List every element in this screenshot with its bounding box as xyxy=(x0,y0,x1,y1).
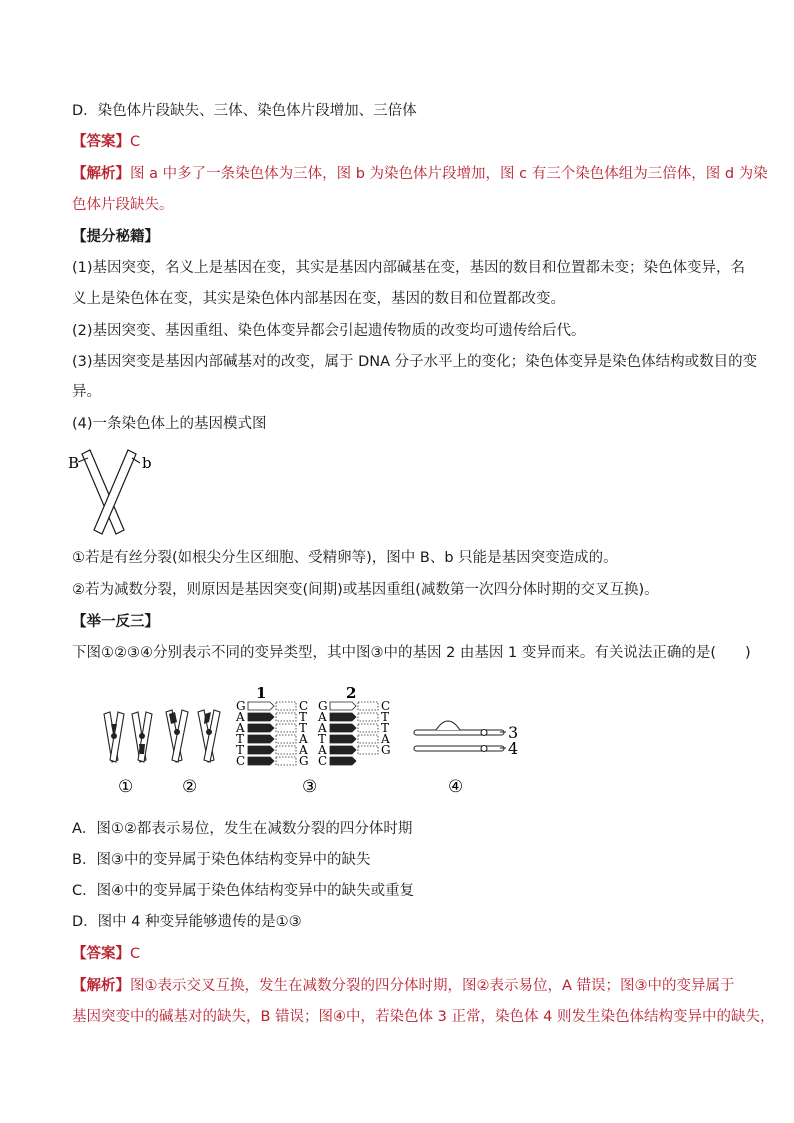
gene-1-right-bar xyxy=(276,724,296,732)
gene-1-left-base: T xyxy=(236,732,245,746)
figure-3-gene-mutation xyxy=(235,699,391,768)
gene-2-right-bar xyxy=(358,735,378,743)
gene-1-left-bar xyxy=(248,757,274,765)
figure-label-1: ① xyxy=(118,777,134,797)
chrom-4-label: 4 xyxy=(508,739,519,758)
gene-1-right-base: G xyxy=(299,754,309,768)
analysis-text: 图①表示交叉互换，发生在减数分裂的四分体时期，图②表示易位，A 错误；图③中的变异属于 xyxy=(130,978,735,994)
analysis-text: 图 a 中多了一条染色体为三体，图 b 为染色体片段增加，图 c 有三个染色体组为三倍体，图 d 为染 xyxy=(130,166,768,182)
analysis-line-q1-2: 色体片段缺失。 xyxy=(72,197,174,213)
figure-2-translocation xyxy=(166,710,220,762)
chrom-3-label: 3 xyxy=(508,723,519,742)
q2-option-a: A．图①②都表示易位，发生在减数分裂的四分体时期 xyxy=(72,821,413,837)
gene-2-left-bar xyxy=(330,724,356,732)
gene-2-left-base: G xyxy=(318,699,328,713)
answer-label: 【答案】 xyxy=(72,134,130,150)
gene-2-left-bar xyxy=(330,735,356,743)
answer-value: C xyxy=(130,134,141,150)
tips-p1-line1: (1)基因突变，名义上是基因在变，其实是基因内部碱基在变，基因的数目和位置都未变；染色体变异，名 xyxy=(72,260,746,276)
q2-option-c: C．图④中的变异属于染色体结构变异中的缺失或重复 xyxy=(72,883,415,899)
option-d-q1: D．染色体片段缺失、三体、染色体片段增加、三倍体 xyxy=(72,103,417,119)
gene-1-right-base: T xyxy=(299,710,308,724)
gene-2-label: 2 xyxy=(346,684,357,702)
figure-label-4: ④ xyxy=(448,777,464,797)
gene-1-left-base: G xyxy=(236,699,246,713)
figure-label-3: ③ xyxy=(302,777,318,797)
gene-1-left-bar xyxy=(248,746,274,754)
gene-1-right-base: C xyxy=(299,699,309,713)
gene-label-b: b xyxy=(142,454,152,472)
gene-1-right-bar xyxy=(276,757,296,765)
answer-label: 【答案】 xyxy=(72,946,130,962)
gene-label-B: B xyxy=(68,454,80,472)
tips-p4: (4)一条染色体上的基因模式图 xyxy=(72,416,267,432)
gene-1-left-base: T xyxy=(236,743,245,757)
gene-1-right-bar xyxy=(276,735,296,743)
gene-2-left-bar xyxy=(330,757,356,765)
figure-label-2: ② xyxy=(182,777,198,797)
gene-2-left-base: A xyxy=(318,721,327,735)
tips-heading: 【提分秘籍】 xyxy=(72,229,159,245)
gene-2-left-bar xyxy=(330,713,356,721)
gene-2-left-base: T xyxy=(318,732,327,746)
gene-2-left-base: C xyxy=(318,754,328,768)
gene-2-left-base: A xyxy=(318,743,327,757)
gene-1-left-base: C xyxy=(236,754,246,768)
gene-1-left-bar xyxy=(248,735,274,743)
analysis-label: 【解析】 xyxy=(72,166,130,182)
gene-1-left-bar xyxy=(248,702,274,710)
gene-2-right-bar xyxy=(358,713,378,721)
answer-value: C xyxy=(130,946,141,962)
tips-note1: ①若是有丝分裂(如根尖分生区细胞、受精卵等)，图中 B、b 只能是基因突变造成的。 xyxy=(72,550,618,566)
gene-2-right-base: C xyxy=(381,699,391,713)
gene-1-left-base: A xyxy=(236,721,245,735)
chromosome-gene-diagram xyxy=(66,446,156,538)
gene-1-right-base: T xyxy=(299,721,308,735)
gene-2-right-base: A xyxy=(381,732,390,746)
gene-2-right-bar xyxy=(358,746,378,754)
q2-heading: 【举一反三】 xyxy=(72,614,159,630)
gene-2-right-base: T xyxy=(381,721,390,735)
gene-2-left-base: A xyxy=(318,710,327,724)
analysis-line-q2-1 xyxy=(72,976,735,996)
gene-2-left-bar xyxy=(330,746,356,754)
gene-1-left-bar xyxy=(248,713,274,721)
tips-p3-line2: 异。 xyxy=(72,384,101,400)
gene-1-left-bar xyxy=(248,724,274,732)
gene-2-right-base: T xyxy=(381,710,390,724)
gene-2-left-bar xyxy=(330,702,356,710)
q2-option-d: D．图中 4 种变异能够遗传的是①③ xyxy=(72,914,302,930)
analysis-line-q2-2: 基因突变中的碱基对的缺失，B 错误；图④中，若染色体 3 正常，染色体 4 则发生染色体结构变异中的缺失， xyxy=(72,1009,775,1025)
gene-1-left-base: A xyxy=(236,710,245,724)
tips-p3-line1: (3)基因突变是基因内部碱基对的改变，属于 DNA 分子水平上的变化；染色体变异是染色体结构或数目的变 xyxy=(72,354,758,370)
gene-2-right-base: G xyxy=(381,743,391,757)
figure-1-crossover xyxy=(104,712,152,762)
gene-1-label: 1 xyxy=(256,684,267,702)
gene-1-right-bar xyxy=(276,702,296,710)
gene-2-right-bar xyxy=(358,724,378,732)
gene-1-right-base: A xyxy=(299,732,308,746)
answer-row-q1 xyxy=(72,132,140,152)
variation-types-figure xyxy=(96,684,526,800)
q2-stem: 下图①②③④分别表示不同的变异类型，其中图③中的基因 2 由基因 1 变异而来。有关说法正确的是( ) xyxy=(72,645,751,661)
analysis-line-q1-1 xyxy=(72,164,768,184)
q2-option-b: B．图③中的变异属于染色体结构变异中的缺失 xyxy=(72,852,371,868)
gene-2-right-bar xyxy=(358,702,378,710)
tips-p1-line2: 义上是染色体在变，其实是染色体内部基因在变，基因的数目和位置都改变。 xyxy=(72,291,565,307)
tips-note2: ②若为减数分裂，则原因是基因突变(间期)或基因重组(减数第一次四分体时期的交叉互换)。 xyxy=(72,582,659,598)
answer-row-q2 xyxy=(72,944,140,964)
tips-p2: (2)基因突变、基因重组、染色体变异都会引起遗传物质的改变均可遗传给后代。 xyxy=(72,323,586,339)
gene-1-right-base: A xyxy=(299,743,308,757)
figure-4-duplication-deletion xyxy=(414,721,506,752)
gene-1-right-bar xyxy=(276,713,296,721)
gene-1-right-bar xyxy=(276,746,296,754)
analysis-label: 【解析】 xyxy=(72,978,130,994)
